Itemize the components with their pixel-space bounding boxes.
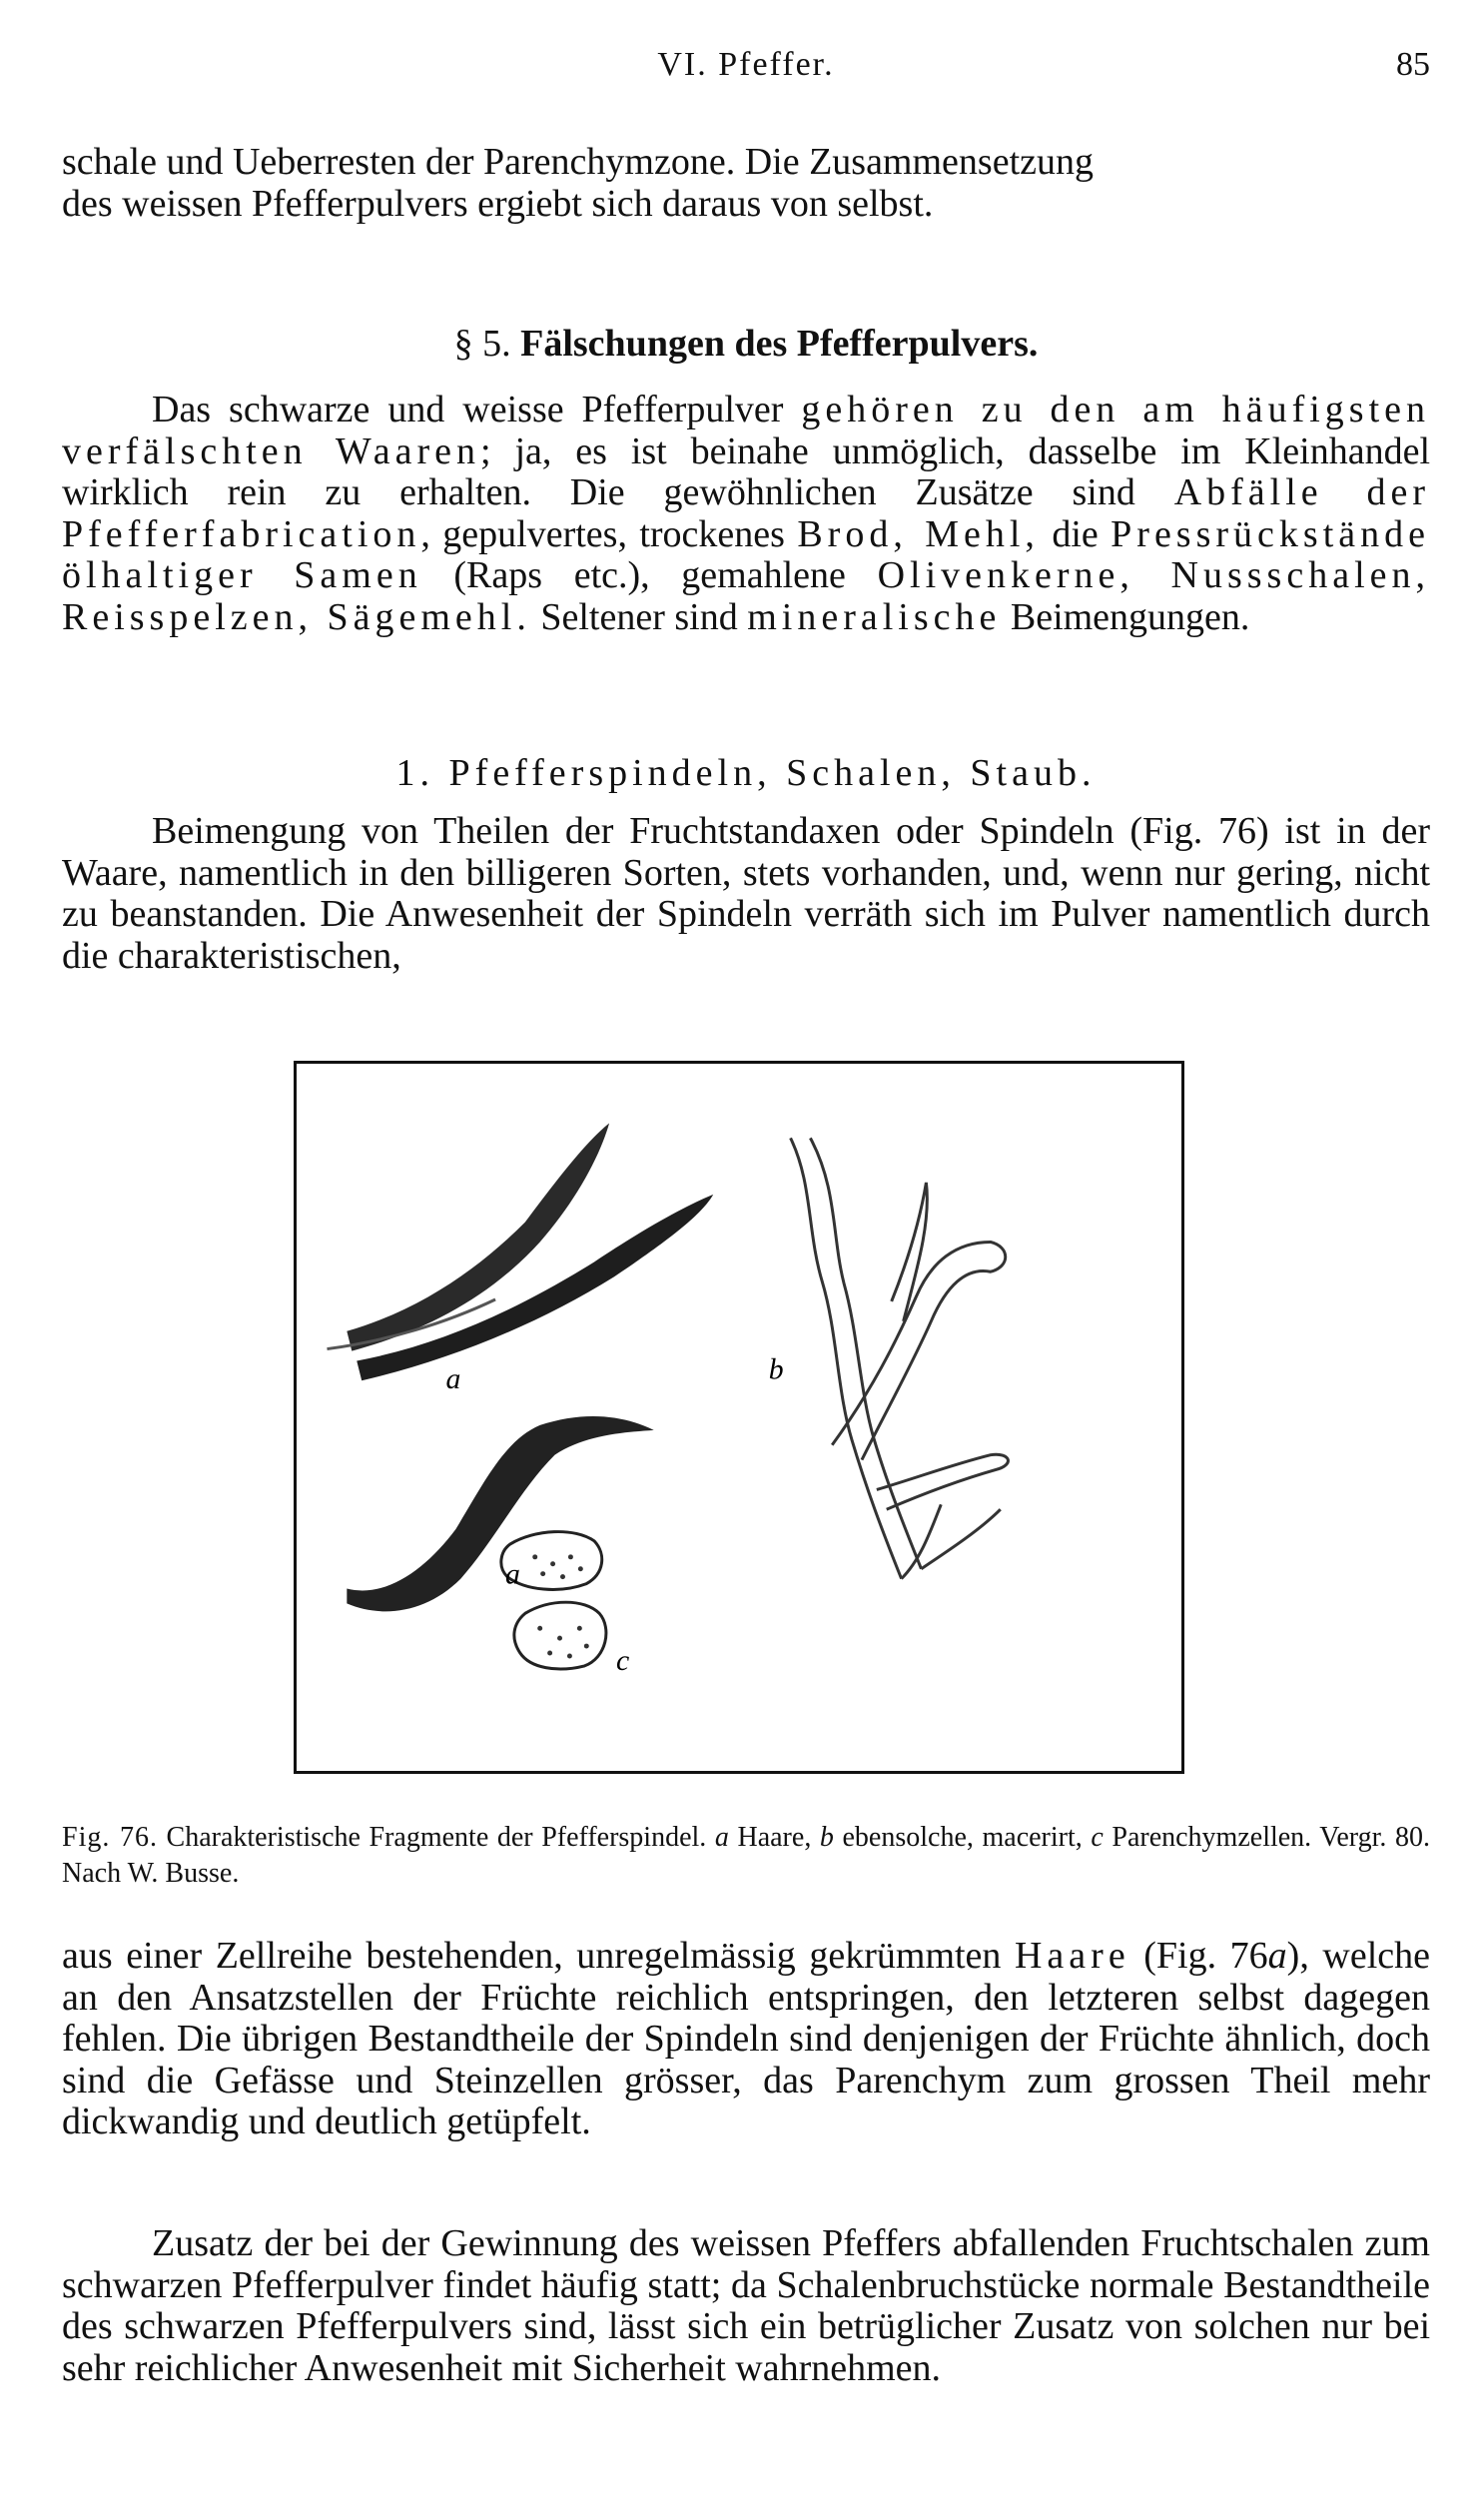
paragraph-shells bbox=[62, 2223, 1430, 2389]
para1-emph-press-residues: Pressrückstände ölhaltiger Samen bbox=[62, 512, 1430, 596]
caption-figure-number: Fig. 76. bbox=[62, 1822, 158, 1853]
para1-text-i: (Raps etc.), gemahlene bbox=[421, 554, 878, 596]
figure-label-b: b bbox=[768, 1352, 784, 1386]
hair-fragment-a-lower bbox=[347, 1416, 653, 1611]
caption-text-2: Haare, bbox=[728, 1822, 820, 1853]
para4-text: Zusatz der bei der Gewinnung des weissen Pfeffers abfallenden Fruchtschalen zum schwarzen Pfefferpulver findet häufig statt; da Schalenbruchstücke normale Bestandtheile des schwarzen Pfefferpulvers sind, lässt sich ein betrüglicher Zusatz von solchen nur bei sehr reichlicher Anwesenheit mit Sicherheit wahrnehmen. bbox=[62, 2222, 1430, 2389]
para1-text-g: die bbox=[1039, 512, 1112, 555]
intro-paragraph bbox=[62, 142, 1430, 225]
para3-text-e: ), welche an den Ansatzstellen der Früchte reichlich entspringen, den letzteren selbst dagegen fehlen. Die übrigen Bestandtheile der Spindeln sind denjenigen der Früchte ähnlich, doch sind die Gefässe und Steinzellen grösser, das Parenchym zum grossen Theil mehr dickwandig und deutlich getüpfelt. bbox=[62, 1935, 1430, 2142]
chapter-title: VI. Pfeffer. bbox=[657, 46, 835, 83]
para1-emph-most-adulterated: gehören zu den am häufigsten verfälschten Waaren bbox=[62, 389, 1430, 472]
para1-text-e: , gepulvertes, trockenes bbox=[420, 512, 785, 555]
para1-text-k: Seltener sind bbox=[530, 595, 748, 638]
caption-key-b: b bbox=[819, 1822, 834, 1853]
pepper-spindle-fragments-illustration bbox=[297, 1064, 1181, 1771]
intro-line-2: des weissen Pfefferpulvers ergiebt sich daraus von selbst. bbox=[62, 182, 934, 225]
figure-76 bbox=[294, 1061, 1184, 1774]
caption-key-c: c bbox=[1091, 1822, 1104, 1853]
figure-label-a2: a bbox=[504, 1557, 520, 1591]
para1-text-c: ; ja, es ist beinahe unmöglich, dasselbe im Kleinhandel wirklich rein zu erhalten. Die gewöhnlichen Zusätze sind bbox=[62, 429, 1431, 513]
section-number: § 5. bbox=[453, 323, 511, 365]
paragraph-spindles bbox=[62, 811, 1430, 977]
caption-text-1: Charakteristische Fragmente der Pfefferspindel. bbox=[157, 1822, 715, 1853]
para1-emph-mineral: mineralische bbox=[747, 595, 1002, 638]
caption-text-4: Parenchymzellen. Vergr. 80. Nach W. Busse. bbox=[62, 1822, 1430, 1889]
page-number: 85 bbox=[1396, 46, 1430, 83]
caption-key-a: a bbox=[714, 1822, 729, 1853]
para1-emph-bread-flour: Brod, Mehl, bbox=[797, 512, 1040, 555]
figure-label-c: c bbox=[616, 1643, 630, 1677]
para3-emph-hairs: Haare bbox=[1014, 1935, 1130, 1977]
parenchyma-cells-c bbox=[501, 1532, 606, 1669]
para3-text-c: (Fig. 76 bbox=[1129, 1935, 1268, 1977]
para3-fig-key: a bbox=[1267, 1935, 1287, 1977]
para1-emph-waste: Abfälle der Pfefferfabrication bbox=[62, 471, 1430, 555]
hair-fragment-a-upper bbox=[327, 1123, 713, 1380]
paragraph-hairs bbox=[62, 1936, 1430, 2143]
para1-text-a: Das schwarze und weisse Pfefferpulver bbox=[152, 389, 784, 430]
paragraph-falsifications bbox=[62, 390, 1430, 638]
hair-fragment-b bbox=[791, 1138, 1009, 1578]
figure-caption bbox=[62, 1820, 1430, 1892]
para2-text: Beimengung von Theilen der Fruchtstandaxen oder Spindeln (Fig. 76) ist in der Waare, namentlich in den billigeren Sorten, stets vorhanden, und, wenn nur gering, nicht zu beanstanden. Die Anwesenheit der Spindeln verräth sich im Pulver namentlich durch die charakteristischen, bbox=[62, 810, 1430, 977]
figure-label-a1: a bbox=[445, 1362, 461, 1396]
section-title: Fälschungen des Pfefferpulvers. bbox=[520, 323, 1039, 365]
section-heading bbox=[62, 322, 1430, 366]
para1-text-m: Beimengungen. bbox=[1001, 595, 1250, 638]
intro-line-1: schale und Ueberresten der Parenchymzone. Die Zusammensetzung bbox=[62, 141, 1094, 183]
caption-text-3: ebensolche, macerirt, bbox=[833, 1822, 1092, 1853]
para1-emph-olive-nut-rice: Olivenkerne, Nussschalen, Reisspelzen, Sägemehl. bbox=[62, 554, 1430, 638]
para3-text-a: aus einer Zellreihe bestehenden, unregelmässig gekrümmten bbox=[62, 1935, 1015, 1977]
running-header bbox=[62, 46, 1430, 96]
subsection-heading: 1. Pfefferspindeln, Schalen, Staub. bbox=[395, 752, 1097, 794]
